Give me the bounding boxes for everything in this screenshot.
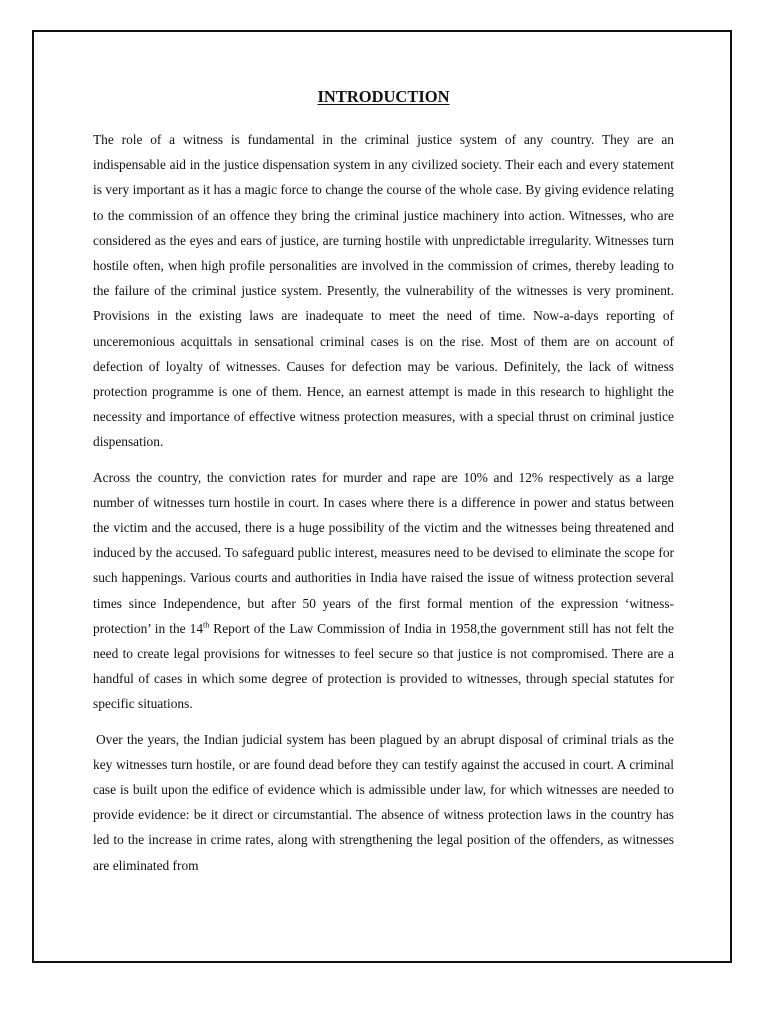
paragraph-3: Over the years, the Indian judicial system has been plagued by an abrupt disposal of criminal trials as the key witnesses turn hostile, or are found dead before they can testify against the accused in court. A criminal case is built upon the edifice of evidence which is admissible under law, for which witnesses are needed to provide evidence: be it direct or circumstantial. The absence of witness protection laws in the country has led to the increase in crime rates, along with strengthening the legal position of the offenders, as witnesses are eliminated from [93, 731, 674, 873]
paragraph-2 [93, 465, 674, 717]
document-title: INTRODUCTION [317, 87, 450, 106]
paragraph-2-part-1: Across the country, the conviction rates for murder and rape are 10% and 12% respectively as a large number of witnesses turn hostile in court. In cases where there is a difference in power and status between the victim and the accused, there is a huge possibility of the victim and the witnesses being threatened and induced by the accused. To safeguard public interest, measures need to be devised to eliminate the scope for such happenings. Various courts and authorities in India have raised the issue of witness protection several times since Independence, but after 50 years of the first formal mention of the expression ‘witness-protection’ in the 14 [93, 469, 674, 636]
paragraph-2-part-2: Report of the Law Commission of India in 1958,the government still has not felt the need to create legal provisions for witnesses to feel secure so that justice is not compromised. There are a handful of cases in which some degree of protection is provided to witnesses, through special statutes for specific situations. [93, 620, 675, 712]
paragraph-1: The role of a witness is fundamental in the criminal justice system of any country. They are an indispensable aid in the justice dispensation system in any civilized society. Their each and every statement is very important as it has a magic force to change the course of the whole case. By giving evidence relating to the commission of an offence they bring the criminal justice machinery into action. Witnesses, who are considered as the eyes and ears of justice, are turning hostile with unpredictable irregularity. Witnesses turn hostile often, when high profile personalities are involved in the commission of crimes, thereby leading to the failure of the criminal justice system. Presently, the vulnerability of the witnesses is very prominent. Provisions in the existing laws are inadequate to meet the need of time. Now-a-days reporting of unceremonious acquittals in sensational criminal cases is on the rise. Most of them are on account of defection of loyalty of witnesses. Causes for defection may be various. Definitely, the lack of witness protection programme is one of them. Hence, an earnest attempt is made in this research to highlight the necessity and importance of effective witness protection measures, with a special thrust on criminal justice dispensation. [93, 132, 674, 450]
document-body [93, 85, 674, 888]
paragraph-2-superscript: th [203, 620, 210, 630]
